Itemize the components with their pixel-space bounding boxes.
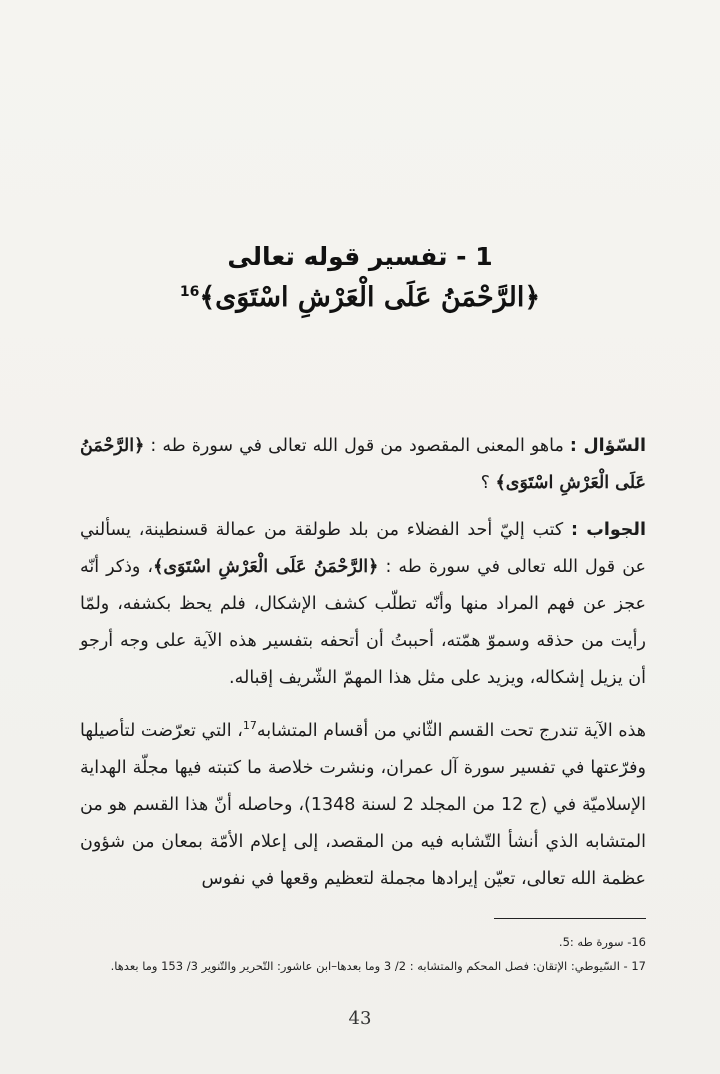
- answer-label: الجواب :: [570, 520, 646, 540]
- section-title: 1 - تفسير قوله تعالى: [227, 242, 493, 271]
- answer-verse: ﴿الرَّحْمَنُ عَلَى الْعَرْشِ اسْتَوَى﴾: [153, 557, 379, 577]
- answer-text-1: كتب إليّ أحد الفضلاء من بلد طولقة من عمالة قسنطينة، يسألني عن قول الله تعالى في سورة طه :: [80, 520, 646, 577]
- footnote-separator: [494, 918, 646, 919]
- footnote-16: 16- سورة طه :5.: [558, 935, 646, 949]
- verse-heading-text: ﴿الرَّحْمَنُ عَلَى الْعَرْشِ اسْتَوَى﴾: [199, 282, 541, 313]
- page-number: 43: [348, 1008, 372, 1029]
- question-paragraph: [80, 428, 646, 502]
- question-verse: ﴿الرَّحْمَنُ عَلَى الْعَرْشِ اسْتَوَى﴾: [80, 436, 646, 493]
- paragraph-3-text-2: ، التي تعرّضت لتأصيلها وفرّعتها في تفسير سورة آل عمران، ونشرت خلاصة ما كتبته فيها مجلّة الهداية الإسلاميّة في (ج 12 من المجلد 2 لسنة 1348)، وحاصله أنّ هذا القسم هو من المتشابه الذي أنشأ التّشابه فيه من المقصد، إلى إعلام الأمّة بمعان من شؤون عظمة الله تعالى، تعيّن إيرادها مجملة لتعظيم وقعها في نفوس: [80, 720, 646, 889]
- question-end: ؟: [480, 473, 490, 493]
- footnotes: [80, 930, 646, 978]
- main-text: [80, 428, 646, 908]
- footnote-ref-16: 16: [179, 284, 200, 300]
- footnote-17: 17 - السّيوطي: الإتقان: فصل المحكم والمتشابه : 2/ 3 وما بعدها–ابن عاشور: التّحرير والتّنوير 3/ 153 وما بعدها.: [110, 959, 646, 973]
- answer-text-2: ، وذكر أنّه عجز عن فهم المراد منها وأنّه تطلّب كشف الإشكال، فلم يحظ بكشفه، ولمّا رأيت من حذقه وسموّ همّته، أحببتُ أن أتحفه بتفسير هذه الآية على وجه أرجو أن يزيل إشكاله، ويزيد على مثل هذا المهمّ الشّريف إقباله.: [80, 557, 646, 688]
- question-text: ماهو المعنى المقصود من قول الله تعالى في سورة طه :: [150, 436, 564, 456]
- paragraph-3-text-1: هذه الآية تندرج تحت القسم الثّاني من أقسام المتشابه: [256, 720, 646, 741]
- footnote-ref-17: 17: [242, 719, 257, 732]
- verse-heading: [60, 282, 660, 313]
- question-label: السّؤال :: [569, 436, 646, 456]
- paragraph-3: [80, 707, 646, 898]
- answer-paragraph: [80, 512, 646, 697]
